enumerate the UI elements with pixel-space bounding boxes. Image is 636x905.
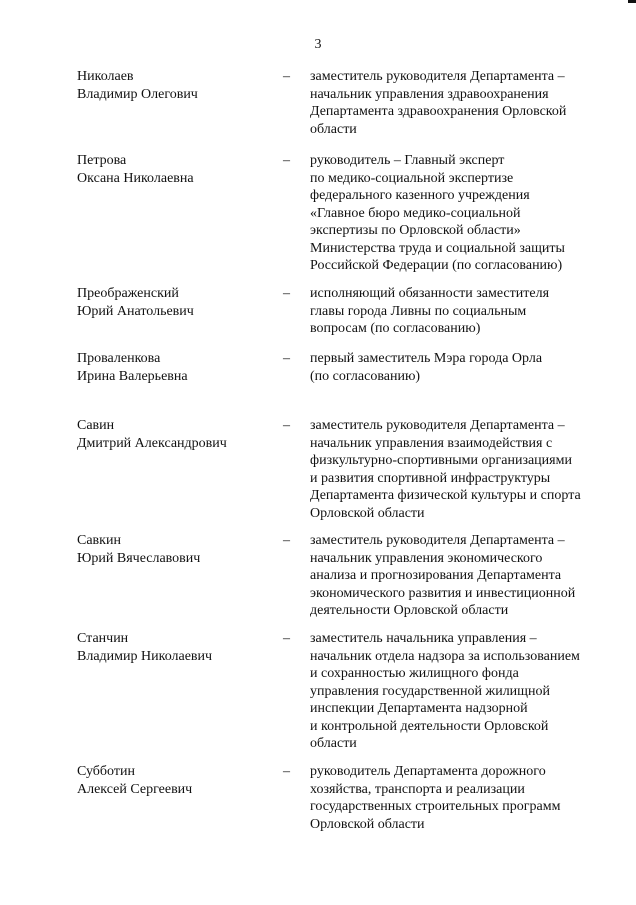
member-surname: Станчин <box>77 631 129 646</box>
role-line: анализа и прогнозирования Департамента <box>310 568 562 583</box>
member-name <box>77 417 277 452</box>
role-line: и сохранностью жилищного фонда <box>310 666 519 681</box>
role-line: инспекции Департамента надзорной <box>310 701 528 716</box>
role-line: начальник управления экономического <box>310 550 543 566</box>
role-line: Орловской области <box>310 816 425 832</box>
member-name <box>77 285 277 320</box>
separator-dash: – <box>283 153 290 168</box>
member-role <box>310 285 610 338</box>
separator-dash: – <box>283 286 290 301</box>
role-line: «Главное бюро медико-социальной <box>310 205 521 221</box>
role-line: заместитель начальника управления – <box>310 631 537 646</box>
role-line: первый заместитель Мэра города Орла <box>310 351 543 366</box>
member-name <box>77 763 277 798</box>
role-line: заместитель руководителя Департамента – <box>310 69 565 84</box>
member-given-name: Юрий Вячеславович <box>77 550 201 566</box>
role-line: деятельности Орловской области <box>310 603 509 618</box>
member-surname: Петрова <box>77 153 127 168</box>
role-line: Департамента физической культуры и спорта <box>310 488 581 503</box>
member-given-name: Юрий Анатольевич <box>77 303 194 319</box>
role-line: и развития спортивной инфраструктуры <box>310 470 551 486</box>
member-surname: Преображенский <box>77 286 179 301</box>
role-line: области <box>310 736 357 751</box>
role-line: руководитель Департамента дорожного <box>310 764 546 779</box>
member-role <box>310 532 610 620</box>
role-line: главы города Ливны по социальным <box>310 303 527 319</box>
separator-dash: – <box>283 418 290 433</box>
role-line: хозяйства, транспорта и реализации <box>310 781 525 797</box>
role-line: начальник отдела надзора за использованием <box>310 648 580 664</box>
role-line: и контрольной деятельности Орловской <box>310 718 549 734</box>
role-line: физкультурно-спортивными организациями <box>310 453 572 468</box>
member-role <box>310 350 610 385</box>
member-role <box>310 417 610 522</box>
role-line: руководитель – Главный эксперт <box>310 153 505 168</box>
role-line: Департамента здравоохранения Орловской <box>310 104 567 119</box>
member-name <box>77 152 277 187</box>
member-surname: Савин <box>77 418 115 433</box>
role-line: вопросам (по согласованию) <box>310 321 481 336</box>
separator-dash: – <box>283 533 290 548</box>
role-line: Российской Федерации (по согласованию) <box>310 258 563 273</box>
member-role <box>310 763 610 833</box>
member-name <box>77 630 277 665</box>
separator-dash: – <box>283 764 290 779</box>
member-surname: Субботин <box>77 764 135 779</box>
separator-dash: – <box>283 351 290 366</box>
member-role <box>310 152 610 275</box>
role-line: заместитель руководителя Департамента – <box>310 533 565 548</box>
role-line: начальник управления здравоохранения <box>310 86 549 102</box>
member-given-name: Ирина Валерьевна <box>77 368 188 384</box>
role-line: области <box>310 121 357 137</box>
role-line: федерального казенного учреждения <box>310 188 530 203</box>
role-line: экономического развития и инвестиционной <box>310 585 576 601</box>
member-name <box>77 350 277 385</box>
member-role <box>310 630 610 753</box>
member-given-name: Оксана Николаевна <box>77 170 194 186</box>
member-surname: Николаев <box>77 69 134 84</box>
member-given-name: Владимир Николаевич <box>77 648 213 664</box>
page-number: 3 <box>314 37 322 52</box>
separator-dash: – <box>283 69 290 84</box>
role-line: государственных строительных программ <box>310 799 561 814</box>
role-line: (по согласованию) <box>310 368 421 384</box>
member-given-name: Владимир Олегович <box>77 86 198 102</box>
role-line: по медико-социальной экспертизе <box>310 170 514 186</box>
role-line: экспертизы по Орловской области» <box>310 223 521 238</box>
member-surname: Савкин <box>77 533 121 548</box>
member-given-name: Алексей Сергеевич <box>77 781 193 797</box>
member-role <box>310 68 610 138</box>
separator-dash: – <box>283 631 290 646</box>
member-name <box>77 532 277 567</box>
role-line: Министерства труда и социальной защиты <box>310 240 565 256</box>
member-given-name: Дмитрий Александрович <box>77 435 227 451</box>
corner-mark <box>628 0 636 3</box>
member-name <box>77 68 277 103</box>
role-line: исполняющий обязанности заместителя <box>310 286 550 301</box>
member-surname: Проваленкова <box>77 351 161 366</box>
role-line: управления государственной жилищной <box>310 683 550 699</box>
role-line: начальник управления взаимодействия с <box>310 435 553 451</box>
role-line: заместитель руководителя Департамента – <box>310 418 565 433</box>
role-line: Орловской области <box>310 505 425 521</box>
